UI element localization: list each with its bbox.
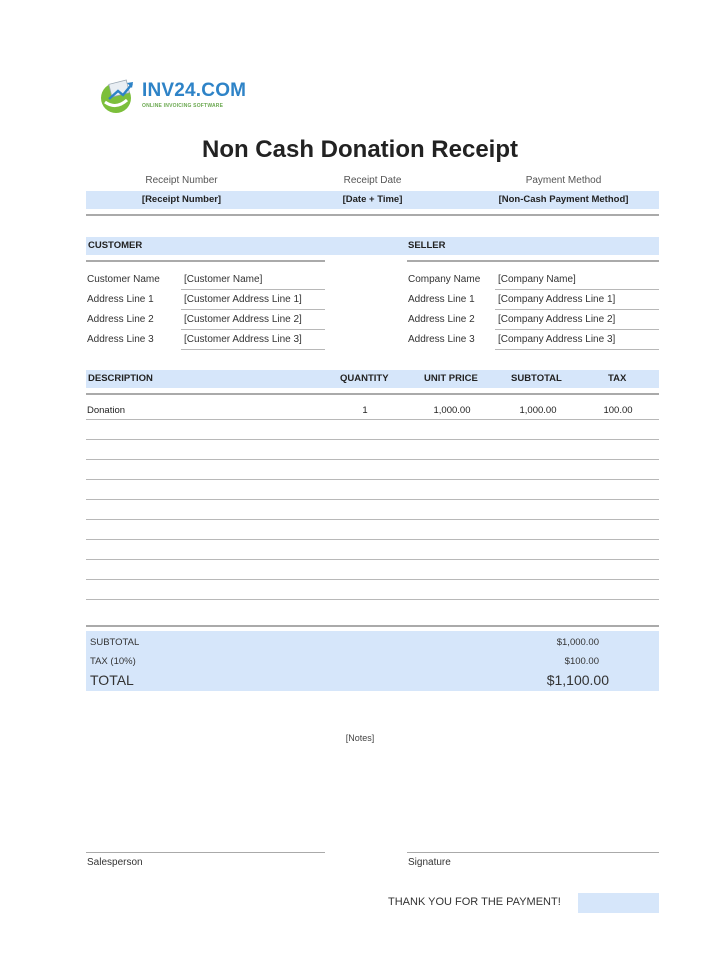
- receipt-number-label: Receipt Number: [145, 175, 218, 186]
- row-divider: [86, 479, 659, 480]
- field-underline: [181, 309, 325, 310]
- company-name-value: [Company Name]: [498, 274, 576, 285]
- tax-value: $100.00: [564, 656, 599, 667]
- receipt-number-value: [Receipt Number]: [141, 194, 222, 205]
- payment-method-value: [Non-Cash Payment Method]: [498, 194, 629, 205]
- total-value: $1,100.00: [546, 672, 609, 688]
- column-subtotal: SUBTOTAL: [511, 373, 562, 384]
- seller-heading: SELLER: [408, 240, 446, 251]
- row-divider: [86, 579, 659, 580]
- divider: [86, 393, 659, 395]
- signature-label: Signature: [408, 857, 451, 868]
- customer-address-1-label: Address Line 1: [87, 294, 154, 305]
- signature-line: [407, 852, 659, 853]
- customer-name-label: Customer Name: [87, 274, 160, 285]
- field-underline: [181, 289, 325, 290]
- item-tax: 100.00: [603, 405, 633, 416]
- receipt-meta-labels: [86, 175, 659, 189]
- field-underline: [181, 349, 325, 350]
- notes-placeholder: [Notes]: [345, 733, 375, 743]
- customer-address-1-value: [Customer Address Line 1]: [184, 294, 302, 305]
- salesperson-label: Salesperson: [87, 857, 143, 868]
- item-description: Donation: [87, 405, 126, 416]
- row-divider: [86, 539, 659, 540]
- company-address-2-value: [Company Address Line 2]: [498, 314, 616, 325]
- divider: [86, 625, 659, 627]
- row-divider: [86, 559, 659, 560]
- subtotal-label: SUBTOTAL: [90, 637, 140, 648]
- thank-you-message: THANK YOU FOR THE PAYMENT!: [388, 896, 561, 908]
- company-address-3-label: Address Line 3: [408, 334, 475, 345]
- company-address-1-label: Address Line 1: [408, 294, 475, 305]
- salesperson-line: [86, 852, 325, 853]
- divider: [86, 214, 659, 216]
- item-subtotal: 1,000.00: [519, 405, 557, 416]
- item-unit-price: 1,000.00: [433, 405, 471, 416]
- item-quantity: 1: [362, 405, 368, 416]
- receipt-meta-values: [86, 191, 659, 209]
- row-divider: [86, 439, 659, 440]
- field-underline: [495, 309, 659, 310]
- receipt-date-label: Receipt Date: [343, 175, 402, 186]
- field-underline: [181, 329, 325, 330]
- logo-name: INV24.COM: [142, 80, 247, 101]
- customer-address-3-label: Address Line 3: [87, 334, 154, 345]
- company-address-2-label: Address Line 2: [408, 314, 475, 325]
- logo-mark-icon: [96, 76, 140, 116]
- customer-address-3-value: [Customer Address Line 3]: [184, 334, 302, 345]
- row-divider: [86, 599, 659, 600]
- column-description: DESCRIPTION: [88, 373, 153, 384]
- payment-method-label: Payment Method: [525, 175, 602, 186]
- customer-address-2-label: Address Line 2: [87, 314, 154, 325]
- party-header-bar: [86, 237, 659, 255]
- field-underline: [495, 329, 659, 330]
- items-header-bar: [86, 370, 659, 388]
- column-quantity: QUANTITY: [340, 373, 389, 384]
- row-divider: [86, 419, 659, 420]
- row-divider: [86, 499, 659, 500]
- field-underline: [495, 349, 659, 350]
- receipt-date-value: [Date + Time]: [342, 194, 403, 205]
- thank-you-highlight: [578, 893, 659, 913]
- company-name-label: Company Name: [408, 274, 481, 285]
- company-logo: [96, 76, 247, 116]
- row-divider: [86, 519, 659, 520]
- column-unit-price: UNIT PRICE: [424, 373, 478, 384]
- total-label: TOTAL: [90, 672, 134, 688]
- subtotal-value: $1,000.00: [556, 637, 599, 648]
- divider: [407, 260, 659, 262]
- customer-heading: CUSTOMER: [88, 240, 143, 251]
- divider: [86, 260, 325, 262]
- document-title: Non Cash Donation Receipt: [201, 136, 519, 163]
- company-address-1-value: [Company Address Line 1]: [498, 294, 616, 305]
- tax-label: TAX (10%): [90, 656, 136, 667]
- customer-name-value: [Customer Name]: [184, 274, 263, 285]
- logo-tagline: ONLINE INVOICING SOFTWARE: [142, 103, 224, 109]
- column-tax: TAX: [608, 373, 627, 384]
- row-divider: [86, 459, 659, 460]
- totals-panel: [86, 631, 659, 691]
- customer-address-2-value: [Customer Address Line 2]: [184, 314, 302, 325]
- company-address-3-value: [Company Address Line 3]: [498, 334, 616, 345]
- field-underline: [495, 289, 659, 290]
